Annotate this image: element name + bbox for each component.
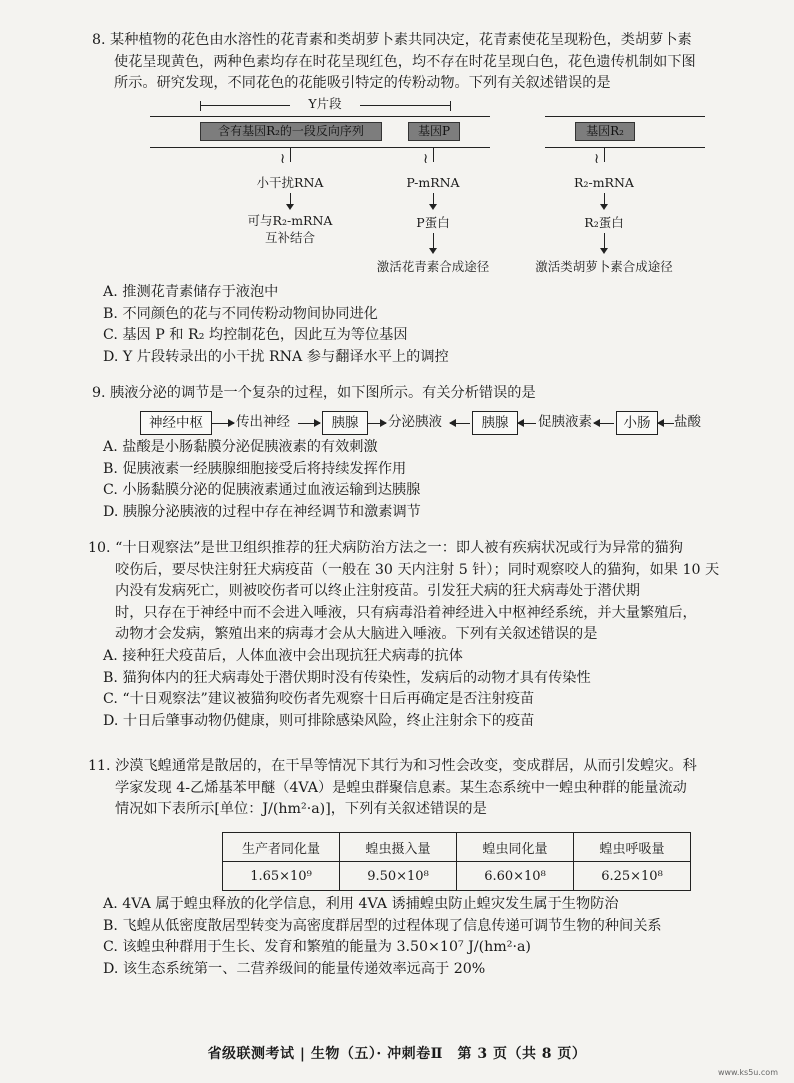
arrow-left-icon	[450, 423, 470, 424]
table-cell: 6.60×10⁸	[457, 862, 574, 891]
table-cell: 1.65×10⁹	[223, 862, 340, 891]
question-9	[92, 383, 782, 405]
question-10-stem-line-4: 时，只存在于神经中而不会进入唾液，只有病毒沿着神经进入中枢神经系统，并大量繁殖后，	[115, 604, 697, 621]
r2-effect: 激活类胡萝卜素合成途径	[535, 259, 673, 274]
page-footer: 省级联测考试 | 生物（五）· 冲刺卷Ⅱ 第 3 页（共 8 页）	[207, 1046, 587, 1062]
table-header-cell: 蝗虫同化量	[457, 833, 574, 862]
arrow-left-icon	[658, 423, 674, 424]
r2-mrna: R₂-mRNA	[574, 175, 634, 190]
small-rna-note-1: 可与R₂-mRNA	[247, 213, 333, 228]
watermark: www.ks5u.com	[717, 1068, 778, 1077]
transcription-wave-icon: ≀	[280, 151, 286, 167]
question-9-options	[103, 437, 783, 523]
question-11	[88, 756, 788, 821]
transcription-wave-icon: ≀	[423, 151, 429, 167]
question-10-stem-line-3: 内没有发病死亡，则被咬伤者可以终止注射疫苗。引发狂犬病的狂犬病毒处于潜伏期	[115, 583, 640, 600]
pancreas-box-2: 胰腺	[472, 411, 518, 435]
question-10-stem-line-5: 动物才会发病，繁殖出来的病毒才会从大脑进入唾液。下列有关叙述错误的是	[115, 626, 598, 643]
option-a[interactable]: A. 盐酸是小肠黏膜分泌促胰液素的有效刺激	[103, 439, 378, 455]
question-8-stem-line-2: 使花呈现黄色，两种色素均存在时花呈现红色，均不存在时花呈现白色，花色遗传机制如下图	[114, 53, 696, 70]
gene-r2: 基因R₂	[575, 122, 635, 141]
question-11-stem-line-1: 11. 沙漠飞蝗通常是散居的，在干旱等情况下其行为和习性会改变，变成群居，从而引发蝗灾。科	[88, 758, 697, 774]
secrete-juice-label: 分泌胰液	[388, 414, 442, 430]
question-10	[88, 538, 788, 732]
option-c[interactable]: C. 该蝗虫种群用于生长、发育和繁殖的能量为 3.50×10⁷ J/(hm²·a)	[103, 939, 531, 956]
pancreas-regulation-flow	[140, 409, 700, 437]
table-header-row	[223, 833, 691, 862]
option-b[interactable]: B. 促胰液素一经胰腺细胞接受后将持续发挥作用	[103, 460, 407, 477]
option-b[interactable]: B. 飞蝗从低密度散居型转变为高密度群居型的过程体现了信息传递可调节生物的种间关系	[103, 917, 662, 934]
question-9-stem: 9. 胰液分泌的调节是一个复杂的过程，如下图所示。有关分析错误的是	[92, 385, 536, 401]
option-d[interactable]: D. 该生态系统第一、二营养级间的能量传递效率远高于 20%	[103, 960, 486, 977]
arrow-down-icon	[429, 248, 437, 254]
option-c[interactable]: C. 基因 P 和 R₂ 均控制花色，因此互为等位基因	[103, 327, 408, 344]
secretin-label: 促胰液素	[538, 414, 592, 430]
table-header-cell: 蝗虫摄入量	[340, 833, 457, 862]
p-protein: P蛋白	[416, 215, 450, 230]
table-cell: 6.25×10⁸	[574, 862, 691, 891]
gene-mechanism-diagram	[150, 96, 710, 291]
arrow-left-icon	[594, 423, 614, 424]
gene-r2-antisense: 含有基因R₂的一段反向序列	[200, 122, 382, 141]
option-d[interactable]: D. 胰腺分泌胰液的过程中存在神经调节和激素调节	[103, 503, 421, 520]
question-10-stem-line-1: 10. “十日观察法”是世卫组织推荐的狂犬病防治方法之一：即人被有疾病状况或行为异常的猫狗	[88, 540, 683, 556]
arrow-down-icon	[600, 204, 608, 210]
option-c[interactable]: C. “十日观察法”建议被猫狗咬伤者先观察十日后再确定是否注射疫苗	[103, 691, 535, 708]
hydrochloric-acid-label: 盐酸	[674, 414, 701, 430]
question-11-stem-line-3: 情况如下表所示[单位：J/(hm²·a)]，下列有关叙述错误的是	[115, 801, 487, 818]
gene-p: 基因P	[408, 122, 460, 141]
option-a[interactable]: A. 推测花青素储存于液泡中	[103, 284, 279, 300]
question-8	[92, 30, 782, 95]
option-d[interactable]: D. 十日后肇事动物仍健康，则可排除感染风险，终止注射余下的疫苗	[103, 712, 535, 729]
table-header-cell: 蝗虫呼吸量	[574, 833, 691, 862]
arrow-right-icon	[298, 423, 320, 424]
question-11-options	[103, 894, 788, 980]
small-intestine-box: 小肠	[616, 411, 658, 435]
arrow-down-icon	[600, 248, 608, 254]
option-b[interactable]: B. 不同颜色的花与不同传粉动物间协同进化	[103, 305, 378, 322]
energy-flow-table	[222, 832, 691, 891]
option-a[interactable]: A. 接种狂犬疫苗后，人体血液中会出现抗狂犬病毒的抗体	[103, 647, 463, 664]
small-rna-note-2: 互补结合	[264, 230, 315, 245]
arrow-down-icon	[429, 204, 437, 210]
question-11-stem-line-2: 学家发现 4-乙烯基苯甲醚（4VA）是蝗虫群聚信息素。某生态系统中一蝗虫种群的能量流动	[115, 779, 687, 796]
question-10-stem-line-2: 咬伤后，要尽快注射狂犬病疫苗（一般在 30 天内注射 5 针）；同时观察咬人的猫狗，如果 10 天	[115, 561, 720, 578]
pancreas-box-1: 胰腺	[322, 411, 368, 435]
small-interfering-rna: 小干扰RNA	[256, 175, 324, 190]
y-segment-label: Y片段	[290, 96, 360, 112]
question-8-stem-line-1: 8. 某种植物的花色由水溶性的花青素和类胡萝卜素共同决定，花青素使花呈现粉色，类胡萝卜素	[92, 32, 692, 48]
p-effect: 激活花青素合成途径	[376, 259, 490, 274]
transcription-wave-icon: ≀	[594, 151, 600, 167]
table-row	[223, 862, 691, 891]
efferent-nerve-label: 传出神经	[236, 414, 290, 430]
question-8-stem-line-3: 所示。研究发现，不同花色的花能吸引特定的传粉动物。下列有关叙述错误的是	[114, 75, 611, 92]
arrow-down-icon	[286, 204, 294, 210]
option-b[interactable]: B. 猫狗体内的狂犬病毒处于潜伏期时没有传染性，发病后的动物才具有传染性	[103, 669, 591, 686]
arrow-right-icon	[212, 423, 234, 424]
p-mrna: P-mRNA	[406, 175, 460, 190]
question-8-options	[103, 282, 783, 368]
table-header-cell: 生产者同化量	[223, 833, 340, 862]
option-c[interactable]: C. 小肠黏膜分泌的促胰液素通过血液运输到达胰腺	[103, 482, 421, 499]
arrow-left-icon	[518, 423, 536, 424]
table-cell: 9.50×10⁸	[340, 862, 457, 891]
r2-protein: R₂蛋白	[584, 215, 624, 230]
option-a[interactable]: A. 4VA 属于蝗虫释放的化学信息，利用 4VA 诱捕蝗虫防止蝗灾发生属于生物防治	[103, 896, 619, 912]
option-d[interactable]: D. Y 片段转录出的小干扰 RNA 参与翻译水平上的调控	[103, 348, 449, 365]
nerve-center-box: 神经中枢	[140, 411, 212, 435]
arrow-right-icon	[368, 423, 386, 424]
